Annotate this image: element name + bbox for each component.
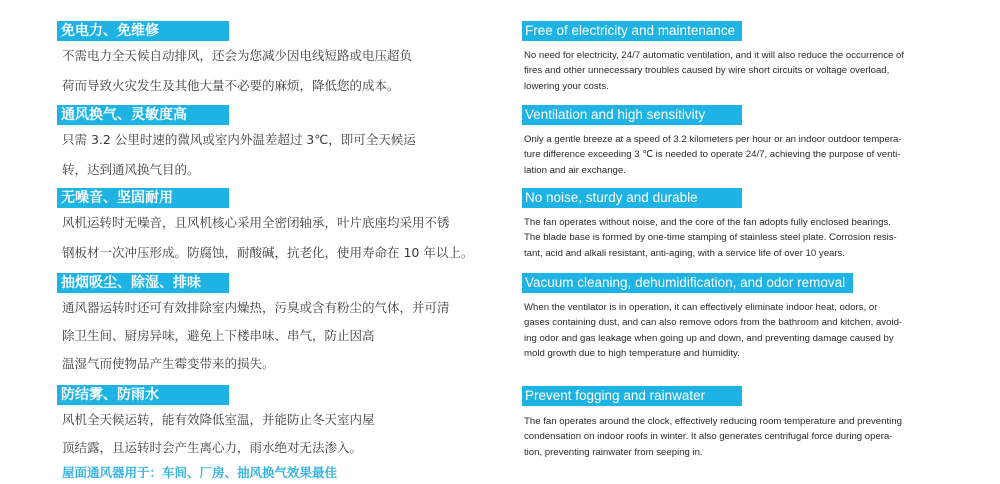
zh-section-header-no-electricity: 免电力、免维修	[57, 21, 229, 41]
zh-text-line: 只需 3.2 公里时速的微风或室内外温差超过 3℃，即可全天候运	[62, 132, 416, 147]
en-text-line: ing odor and gas leakage when going up and down, and preventing damage caused by	[524, 332, 894, 344]
zh-section-header-no-noise: 无噪音、坚固耐用	[57, 188, 229, 208]
en-section-body	[524, 300, 949, 362]
en-text-line: When the ventilator is in operation, it can effectively eliminate indoor heat, odors, or	[524, 302, 878, 313]
en-text-line: The fan operates around the clock, effectively reducing room temperature and preventing	[524, 416, 902, 427]
en-text-line: gases containing dust, and can also remove odors from the bathroom and kitchen, avoid-	[524, 317, 903, 329]
en-text-line: tant, acid and alkali resistant, anti-aging, with a service life of over 10 years.	[524, 247, 846, 259]
zh-section-header-dust-removal: 抽烟吸尘、除湿、排味	[57, 273, 229, 293]
en-section-body	[524, 215, 949, 261]
en-section-body	[524, 48, 949, 94]
zh-section-header-ventilation: 通风换气、灵敏度高	[57, 105, 229, 125]
en-text-line: The fan operates without noise, and the core of the fan adopts fully enclosed bearings.	[524, 217, 891, 228]
zh-text-line: 风机运转时无噪音，且风机核心采用全密闭轴承，叶片底座均采用不锈	[62, 215, 450, 230]
en-text-line: The blade base is formed by one-time stamping of stainless steel plate. Corrosion resis-	[524, 232, 897, 244]
zh-text-line: 通风器运转时还可有效排除室内燥热，污臭或含有粉尘的气体，并可清	[62, 300, 450, 315]
en-text-line: tion, preventing rainwater from seeping in.	[524, 446, 703, 458]
en-section-header-dust-removal: Vacuum cleaning, dehumidification, and odor removal	[522, 273, 853, 293]
zh-text-line: 荷而导致火灾发生及其他大量不必要的麻烦，降低您的成本。	[62, 78, 400, 93]
en-section-body	[524, 414, 949, 460]
en-text-line: Only a gentle breeze at a speed of 3.2 kilometers per hour or an indoor outdoor tempera-	[524, 134, 902, 145]
zh-text-line: 风机全天候运转，能有效降低室温，并能防止冬天室内屋	[62, 412, 375, 427]
en-text-line: No need for electricity, 24/7 automatic ventilation, and it will also reduce the occurrence of	[524, 50, 905, 61]
zh-text-line: 顶结露，且运转时会产生离心力，雨水绝对无法渗入。	[62, 440, 363, 455]
en-section-header-no-electricity: Free of electricity and maintenance	[522, 21, 742, 41]
zh-text-line: 钢板材一次冲压形成。防腐蚀，耐酸碱，抗老化，使用寿命在 10 年以上。	[62, 245, 474, 260]
en-text-line: ture difference exceeding 3 ℃ is needed to operate 24/7, achieving the purpose of venti-	[524, 149, 901, 161]
en-text-line: mold growth due to high temperature and humidity.	[524, 348, 740, 360]
zh-text-line: 转，达到通风换气目的。	[62, 162, 200, 177]
en-section-header-ventilation: Ventilation and high sensitivity	[522, 105, 742, 125]
zh-section-header-anti-fog: 防结雾、防雨水	[57, 385, 229, 405]
en-section-body	[524, 132, 949, 178]
zh-text-line: 温湿气而使物品产生霉变带来的损失。	[62, 356, 275, 371]
en-text-line: fires and other unnecessary troubles caused by wire short circuits or voltage overload,	[524, 65, 890, 77]
en-text-line: lowering your costs.	[524, 80, 609, 92]
en-section-header-no-noise: No noise, sturdy and durable	[522, 188, 742, 208]
en-section-header-anti-fog: Prevent fogging and rainwater	[522, 386, 742, 406]
en-text-line: condensation on indoor roofs in winter. It also generates centrifugal force during opera-	[524, 431, 893, 443]
zh-text-line: 除卫生间、厨房异味，避免上下楼串味、串气，防止因高	[62, 328, 375, 343]
en-text-line: lation and air exchange.	[524, 164, 626, 176]
zh-application-footer: 屋面通风器用于：车间、厂房、抽风换气效果最佳	[62, 465, 338, 480]
zh-text-line: 不需电力全天候自动排风，还会为您减少因电线短路或电压超负	[62, 48, 413, 63]
